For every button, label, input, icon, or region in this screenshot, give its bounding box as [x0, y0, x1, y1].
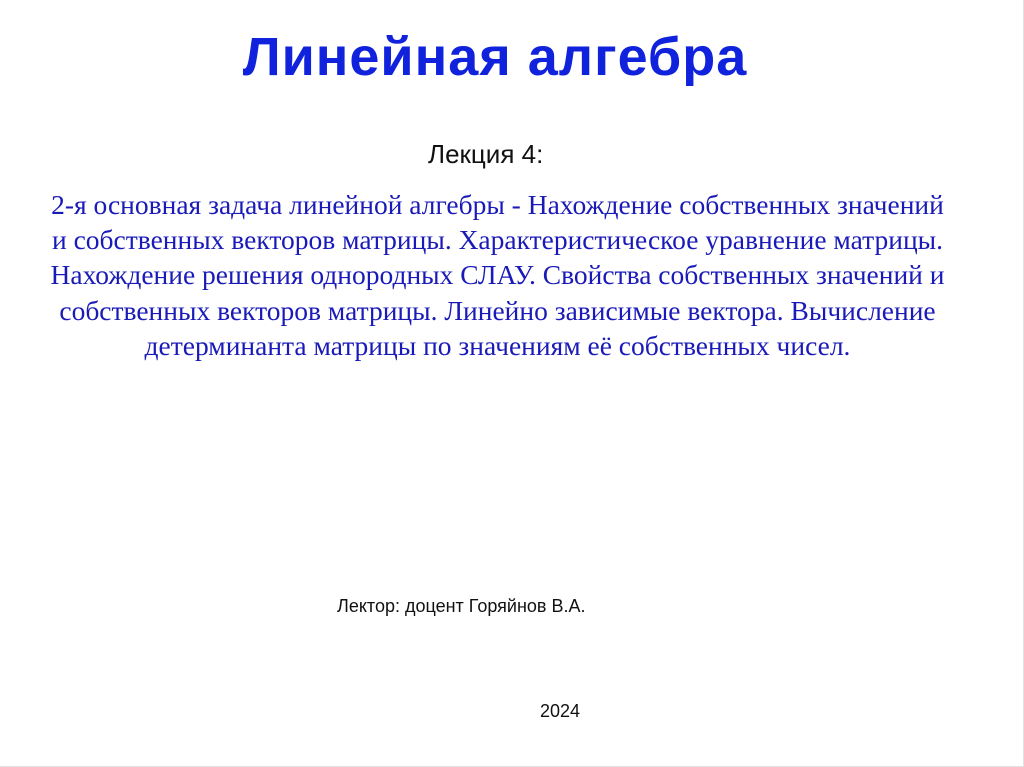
slide-title: Линейная алгебра — [242, 27, 748, 87]
lecture-topic: 2-я основная задача линейной алгебры - Нахождение собственных значений и собственных векторов матрицы. Характеристическое уравнение матрицы. Нахождение решения однородных СЛАУ. Свойства собственных значений и собственных векторов матрицы. Линейно зависимые вектора. Вычисление детерминанта матрицы по значениям её собственных чисел. — [50, 189, 945, 361]
lecture-number: Лекция 4: — [428, 139, 544, 169]
lecturer-name: Лектор: доцент Горяйнов В.А. — [337, 596, 586, 616]
year: 2024 — [540, 701, 581, 721]
